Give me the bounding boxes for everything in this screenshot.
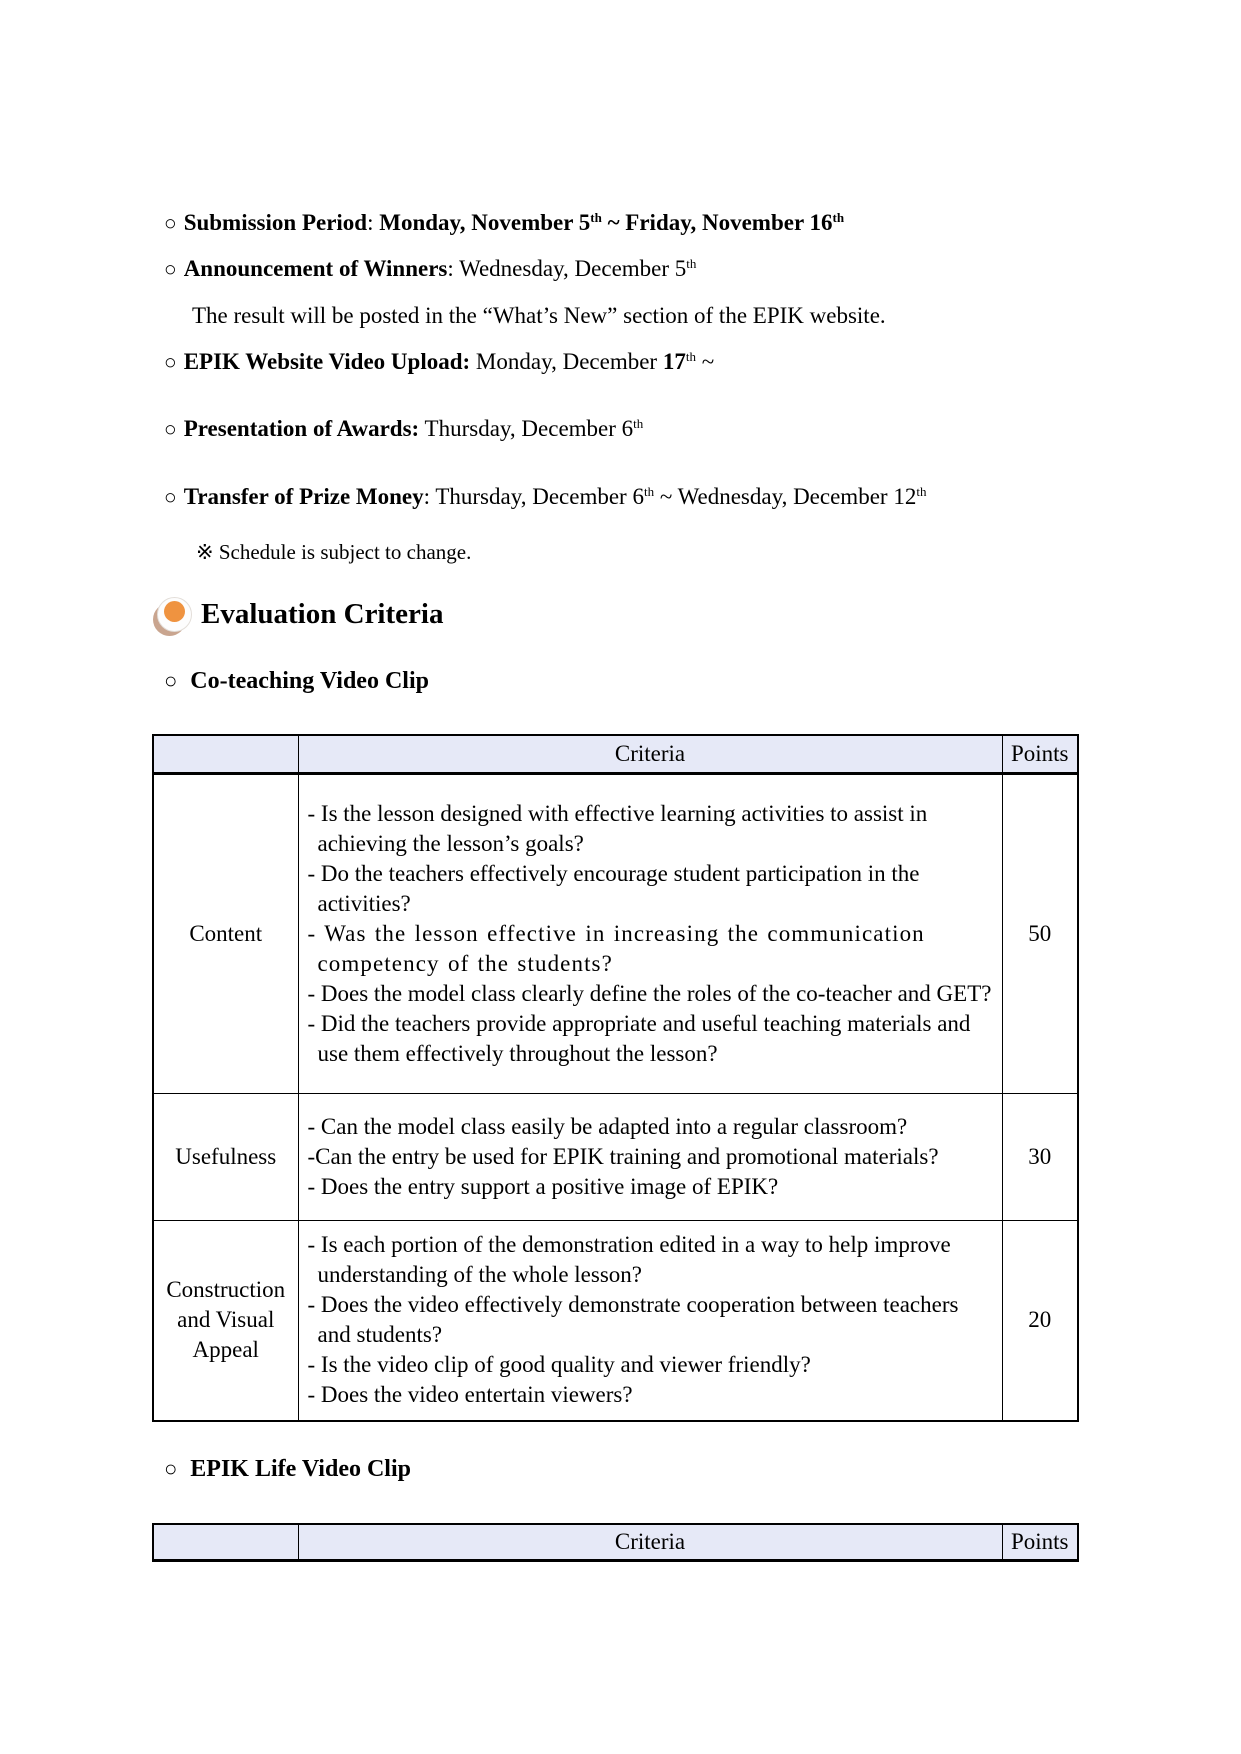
schedule-text-segment: th bbox=[916, 484, 927, 499]
schedule-item bbox=[164, 346, 714, 378]
schedule-text-segment: th bbox=[643, 484, 655, 499]
subsection-title: EPIK Life Video Clip bbox=[190, 1456, 411, 1482]
schedule-text-segment: : Wednesday, December 5 bbox=[447, 256, 687, 281]
schedule-note bbox=[196, 537, 471, 568]
circle-bullet-icon: ○ bbox=[164, 1456, 178, 1481]
schedule-text-segment: Submission Period bbox=[183, 210, 368, 235]
criteria-item: - Was the lesson effective in increasing the communication competency of the students? bbox=[307, 921, 925, 976]
table-header-row bbox=[153, 735, 1078, 774]
schedule-item bbox=[164, 481, 926, 513]
schedule-text-segment: Thursday, December 6 bbox=[419, 416, 634, 441]
circle-bullet-icon: ○ bbox=[164, 350, 177, 374]
criteria-item: -Can the entry be used for EPIK training and promotional materials? bbox=[307, 1144, 939, 1169]
criteria-item: - Is the video clip of good quality and viewer friendly? bbox=[307, 1352, 811, 1378]
criteria-item: - Does the entry support a positive image of EPIK? bbox=[307, 1174, 779, 1199]
category-header-cell bbox=[153, 1524, 298, 1561]
subsection-title: Co-teaching Video Clip bbox=[190, 668, 429, 694]
points-cell: 50 bbox=[1002, 774, 1078, 1094]
schedule-text-segment: ~ Friday, November 16 bbox=[601, 210, 833, 235]
circle-bullet-icon: ○ bbox=[164, 485, 177, 509]
category-cell: Content bbox=[153, 774, 298, 1094]
criteria-item: - Does the video entertain viewers? bbox=[307, 1382, 633, 1408]
schedule-text-segment: Announcement of Winners bbox=[183, 256, 448, 281]
criteria-item: - Does the model class clearly define the roles of the co-teacher and GET? bbox=[307, 981, 992, 1006]
schedule-text-segment: The result will be posted in the “What’s New” section of the EPIK website. bbox=[192, 303, 886, 328]
table-row bbox=[153, 1094, 1078, 1221]
schedule-text-segment: ~ Wednesday, December 12 bbox=[654, 484, 917, 509]
schedule-text-segment: th bbox=[832, 210, 845, 225]
criteria-header-cell: Criteria bbox=[298, 735, 1002, 774]
criteria-header-cell: Criteria bbox=[298, 1524, 1002, 1561]
schedule-text-segment: : bbox=[367, 210, 380, 235]
schedule-item bbox=[192, 300, 886, 331]
circle-bullet-icon: ○ bbox=[164, 668, 178, 693]
section-title: Evaluation Criteria bbox=[201, 598, 444, 630]
schedule-text-segment: th bbox=[685, 349, 696, 364]
criteria-item: - Is each portion of the demonstration edited in a way to help improve understanding of the whole lesson? bbox=[307, 1232, 951, 1288]
criteria-item: - Does the video effectively demonstrate cooperation between teachers and students? bbox=[307, 1292, 959, 1348]
table-row bbox=[153, 774, 1078, 1094]
criteria-item: - Is the lesson designed with effective learning activities to assist in achieving the lesson’s goals? bbox=[307, 801, 928, 856]
schedule-text-segment: ※ Schedule is subject to change. bbox=[196, 540, 472, 564]
criteria-cell bbox=[298, 1094, 1002, 1221]
table-row bbox=[153, 1221, 1078, 1421]
circle-bullet-icon: ○ bbox=[164, 417, 177, 441]
points-cell: 30 bbox=[1002, 1094, 1078, 1221]
subsection-heading-epik-life bbox=[164, 1456, 411, 1483]
circle-bullet-icon: ○ bbox=[164, 211, 177, 235]
category-cell: Usefulness bbox=[153, 1094, 298, 1221]
circle-bullet-icon: ○ bbox=[164, 257, 177, 281]
criteria-item: - Do the teachers effectively encourage student participation in the activities? bbox=[307, 861, 920, 916]
points-cell: 20 bbox=[1002, 1221, 1078, 1421]
schedule-text-segment: Presentation of Awards: bbox=[183, 416, 420, 441]
subsection-heading-co-teaching bbox=[164, 668, 429, 695]
table-header-row bbox=[153, 1524, 1078, 1561]
orange-ball-bullet-icon bbox=[157, 597, 192, 632]
schedule-text-segment: ~ bbox=[695, 349, 715, 374]
schedule-item bbox=[164, 253, 696, 285]
points-header-cell: Points bbox=[1002, 1524, 1078, 1561]
schedule-text-segment: Monday, December bbox=[470, 349, 663, 374]
schedule-text-segment: th bbox=[633, 416, 644, 431]
schedule-text-segment: Monday, November 5 bbox=[379, 210, 591, 235]
criteria-cell bbox=[298, 1221, 1002, 1421]
section-heading-evaluation-criteria bbox=[157, 597, 443, 632]
schedule-item bbox=[164, 207, 844, 239]
criteria-item: - Can the model class easily be adapted into a regular classroom? bbox=[307, 1114, 908, 1139]
co-teaching-criteria-table bbox=[152, 734, 1079, 1422]
schedule-text-segment: th bbox=[686, 256, 697, 271]
schedule-text-segment: EPIK Website Video Upload: bbox=[183, 349, 471, 374]
category-header-cell bbox=[153, 735, 298, 774]
epik-life-criteria-table bbox=[152, 1523, 1079, 1562]
schedule-item bbox=[164, 413, 643, 445]
criteria-item: - Did the teachers provide appropriate and useful teaching materials and use them effectively throughout the lesson? bbox=[307, 1011, 971, 1066]
criteria-cell bbox=[298, 774, 1002, 1094]
schedule-text-segment: : Thursday, December 6 bbox=[423, 484, 644, 509]
points-header-cell: Points bbox=[1002, 735, 1078, 774]
schedule-text-segment: 17 bbox=[662, 349, 686, 374]
category-cell: Construction and Visual Appeal bbox=[153, 1221, 298, 1421]
schedule-text-segment: Transfer of Prize Money bbox=[183, 484, 424, 509]
schedule-text-segment: th bbox=[590, 210, 602, 225]
